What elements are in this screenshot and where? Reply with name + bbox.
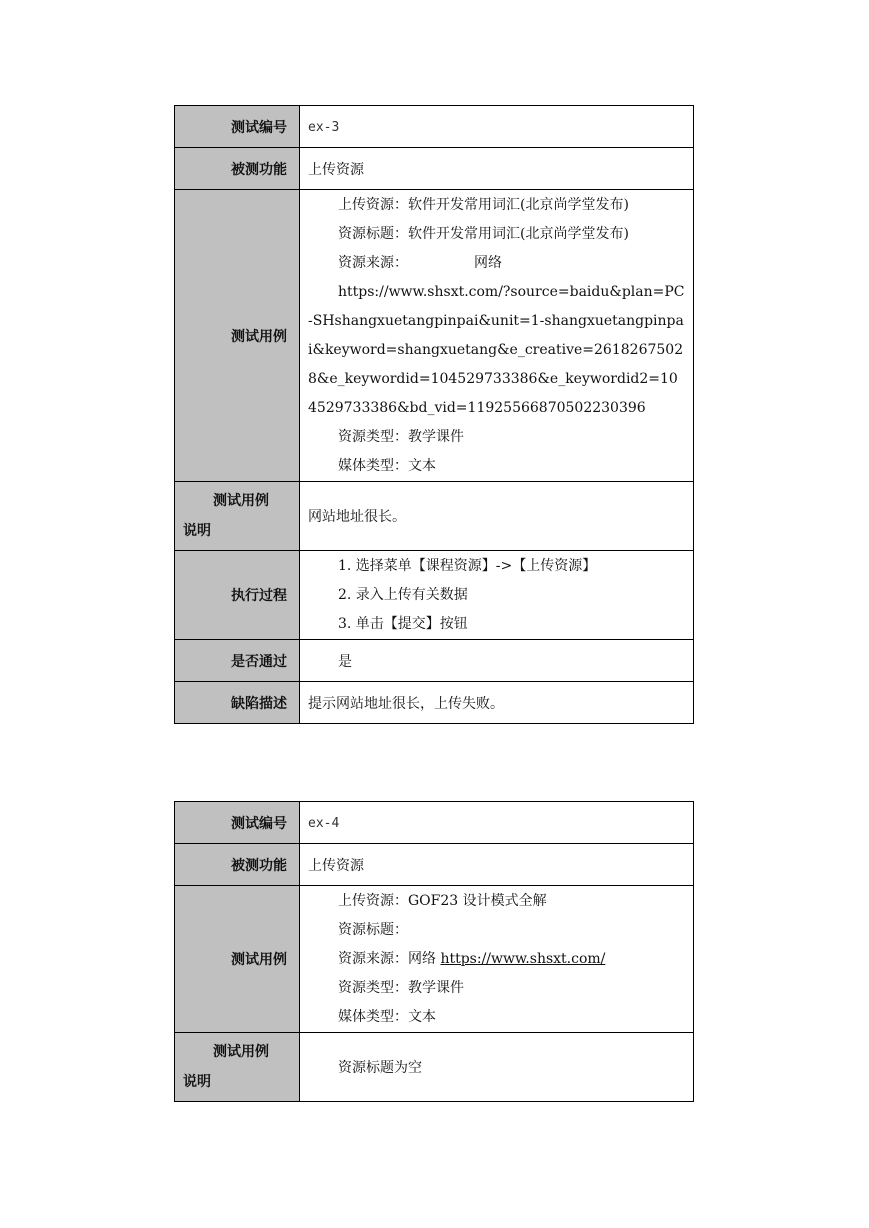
row-case-desc — [175, 1033, 694, 1102]
case-source-label: 资源来源： — [338, 254, 408, 271]
row-pass — [175, 640, 694, 682]
value-case-desc: 网站地址很长。 — [300, 482, 694, 551]
process-step-1: 1. 选择菜单【课程资源】->【上传资源】 — [338, 557, 597, 574]
label-case-desc — [175, 482, 300, 551]
label-process: 执行过程 — [175, 551, 300, 640]
test-case-table-ex-3 — [174, 105, 694, 724]
test-case-table-ex-4 — [174, 801, 694, 1102]
case-source-line — [308, 249, 693, 278]
case-media-line: 媒体类型：文本 — [338, 457, 436, 474]
process-step-3: 3. 单击【提交】按钮 — [338, 615, 468, 632]
label-test-id: 测试编号 — [175, 802, 300, 844]
row-defect — [175, 682, 694, 724]
label-test-case: 测试用例 — [175, 886, 300, 1033]
row-case-desc — [175, 482, 694, 551]
label-function: 被测功能 — [175, 148, 300, 190]
label-pass: 是否通过 — [175, 640, 300, 682]
row-process — [175, 551, 694, 640]
row-test-case — [175, 190, 694, 482]
case-source-value: 网络 — [474, 254, 502, 271]
value-case-desc — [300, 1033, 694, 1102]
value-function: 上传资源 — [300, 844, 694, 886]
case-source-label: 资源来源：网络 — [338, 950, 436, 967]
value-test-id — [300, 802, 694, 844]
pass-text: 是 — [338, 653, 352, 670]
label-case-desc-line2: 说明 — [183, 523, 211, 539]
value-test-id — [300, 106, 694, 148]
case-title-line: 资源标题：软件开发常用词汇(北京尚学堂发布) — [338, 225, 629, 242]
value-process — [300, 551, 694, 640]
case-type-line: 资源类型：教学课件 — [338, 979, 464, 996]
row-test-id — [175, 802, 694, 844]
row-function — [175, 148, 694, 190]
case-desc-text: 资源标题为空 — [338, 1060, 422, 1076]
label-test-case: 测试用例 — [175, 190, 300, 482]
value-function: 上传资源 — [300, 148, 694, 190]
row-test-case — [175, 886, 694, 1033]
case-type-line: 资源类型：教学课件 — [338, 428, 464, 445]
value-defect: 提示网站地址很长，上传失败。 — [300, 682, 694, 724]
case-media-line: 媒体类型：文本 — [338, 1008, 436, 1025]
source-link[interactable]: https://www.shsxt.com/ — [440, 950, 606, 967]
value-pass — [300, 640, 694, 682]
label-case-desc-line2: 说明 — [183, 1074, 211, 1090]
case-title-line: 资源标题： — [338, 921, 408, 938]
case-source-line — [308, 945, 693, 974]
process-step-2: 2. 录入上传有关数据 — [338, 586, 468, 603]
label-case-desc-line1: 测试用例 — [213, 493, 269, 509]
label-test-id: 测试编号 — [175, 106, 300, 148]
test-id-text: ex-4 — [308, 815, 340, 831]
label-function: 被测功能 — [175, 844, 300, 886]
row-function — [175, 844, 694, 886]
label-defect: 缺陷描述 — [175, 682, 300, 724]
label-case-desc-line1: 测试用例 — [213, 1044, 269, 1060]
row-test-id — [175, 106, 694, 148]
test-id-text: ex-3 — [308, 119, 340, 135]
case-upload-line: 上传资源：软件开发常用词汇(北京尚学堂发布) — [338, 196, 629, 213]
value-test-case — [300, 190, 694, 482]
label-case-desc — [175, 1033, 300, 1102]
case-url-text: https://www.shsxt.com/?source=baidu&plan=PC-SHshangxuetangpinpai&unit=1-shangxuetangpinpai&keyword=shangxuetang&e_creative=26182675028&e_keywordid=104529733386&e_keywordid2=104529733386&bd_vid=11925566870502230396 — [308, 283, 685, 416]
value-test-case — [300, 886, 694, 1033]
case-upload-line: 上传资源：GOF23 设计模式全解 — [338, 892, 547, 909]
